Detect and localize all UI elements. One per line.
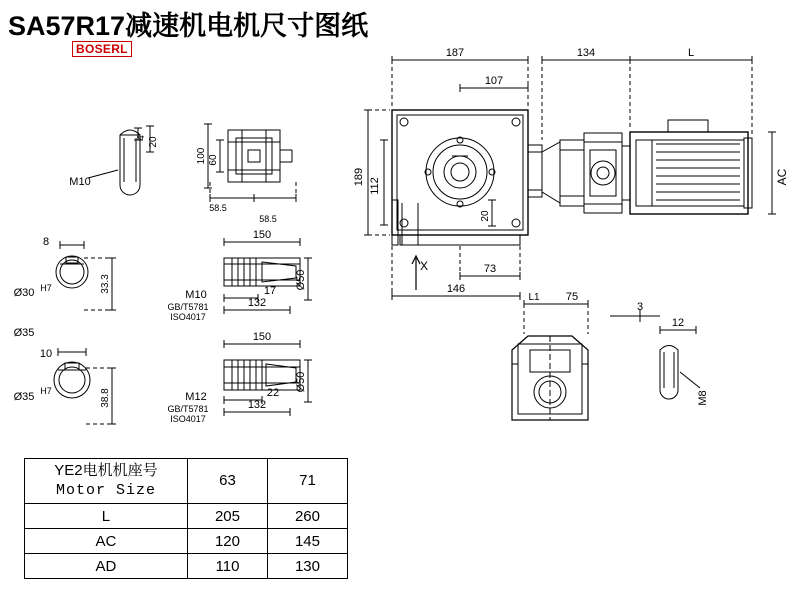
shaft-section-d35 (54, 348, 116, 424)
std-gb-b: GB/T5781 (167, 404, 209, 414)
table-row (25, 529, 348, 554)
dim-187: 187 (445, 47, 465, 59)
label-M8: M8 (697, 390, 709, 406)
label-M10-key: M10 (69, 176, 91, 188)
page-title: SA57R17减速机电机尺寸图纸 (8, 11, 369, 41)
row-l-val-71: 260 (267, 504, 347, 529)
std-iso-a: ISO4017 (170, 312, 206, 322)
row-ad-val-63: 110 (187, 554, 267, 579)
dim-d35-plain: Ø35 (13, 327, 35, 339)
dim-150-b: 150 (252, 331, 272, 343)
dim-75: 75 (565, 291, 579, 303)
dim-58-5-a: 58.5 (209, 203, 227, 213)
dim-22: 22 (266, 387, 280, 399)
gearbox-main-view (392, 110, 542, 245)
brand-logo: BOSERL (72, 41, 132, 57)
table-header-label-en: Motor Size (55, 482, 156, 499)
dim-3: 3 (636, 301, 644, 313)
dim-60: 60 (208, 154, 219, 166)
dim-150-a: 150 (252, 229, 272, 241)
table-header-col-71: 71 (267, 459, 347, 504)
row-ad-val-71: 130 (267, 554, 347, 579)
table-header-label (25, 459, 188, 504)
dim-L1: L1 (528, 292, 540, 303)
dim-146: 146 (446, 283, 466, 295)
motor-size-table (24, 458, 348, 579)
input-stage-view (542, 133, 630, 213)
dim-112: 112 (369, 177, 381, 195)
dim-73: 73 (483, 263, 497, 275)
row-ac-val-71: 145 (267, 529, 347, 554)
table-header-row (25, 459, 348, 504)
dim-189: 189 (353, 167, 365, 187)
row-label-l: L (25, 504, 188, 529)
dim-132-a: 132 (247, 297, 267, 309)
view-mark-x: X (419, 259, 429, 273)
row-l-val-63: 205 (187, 504, 267, 529)
dim-L: L (687, 47, 695, 59)
dim-134: 134 (576, 47, 596, 59)
row-label-ad: AD (25, 554, 188, 579)
table-header-col-63: 63 (187, 459, 267, 504)
row-ac-val-63: 120 (187, 529, 267, 554)
dim-100: 100 (196, 147, 207, 165)
dim-4-key: 4 (136, 135, 147, 141)
dim-d35-tol: H7 (40, 386, 52, 396)
dim-33-3: 33.3 (100, 274, 111, 294)
dim-17: 17 (263, 285, 277, 297)
table-row (25, 554, 348, 579)
dim-20-key: 20 (148, 136, 159, 148)
end-view (512, 300, 588, 420)
dim-12: 12 (671, 317, 685, 329)
dim-10: 10 (39, 348, 53, 360)
motor-view (630, 120, 776, 214)
std-gb-a: GB/T5781 (167, 302, 209, 312)
dim-107: 107 (484, 75, 504, 87)
dim-d35: Ø35 (13, 391, 35, 403)
dim-d50-b: Ø50 (295, 371, 307, 393)
label-M12-bolt: M12 (185, 391, 207, 403)
dim-d50-a: Ø50 (295, 269, 307, 291)
key-detail-m8 (610, 310, 700, 399)
dim-8: 8 (42, 236, 50, 248)
label-M10-bolt: M10 (185, 289, 207, 301)
dim-38-8: 38.8 (100, 388, 111, 408)
dim-AC: AC (775, 168, 789, 186)
std-iso-b: ISO4017 (170, 414, 206, 424)
dim-132-b: 132 (247, 399, 267, 411)
dim-20-main: 20 (480, 210, 491, 222)
table-row (25, 504, 348, 529)
dim-d30-tol: H7 (40, 283, 52, 293)
dim-58-5-b: 58.5 (259, 214, 277, 224)
row-label-ac: AC (25, 529, 188, 554)
table-header-label-cn: YE2电机机座号 (54, 462, 158, 479)
dim-d30: Ø30 (13, 287, 35, 299)
